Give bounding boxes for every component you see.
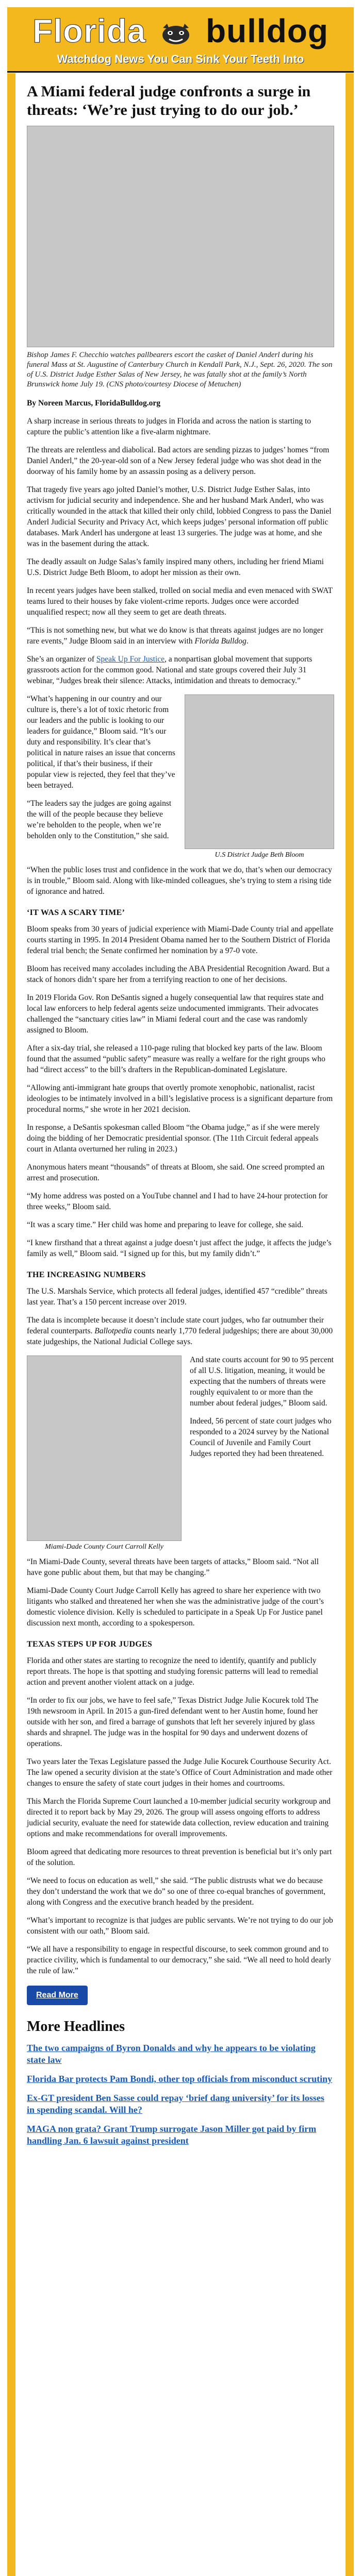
headline-link[interactable]: The two campaigns of Byron Donalds and why he appears to be violating state law xyxy=(27,2043,316,2065)
paragraph: “Allowing anti-immigrant hate groups that overtly promote xenophobic, nationalist, racist ideologies to be intimately involved in a bill’s legislative process is a significant departure from procedural norms,” she wrote in her 2021 decision. xyxy=(27,1083,333,1114)
subheading: TEXAS STEPS UP FOR JUDGES xyxy=(27,1640,153,1649)
article-container xyxy=(7,73,354,2576)
speak-up-link[interactable]: Speak Up For Justice xyxy=(96,655,165,664)
paragraph: “We all have a responsibility to engage in respectful discourse, to seek common ground and to practice civility, which is fundamental to our democracy,” she said. “We all need to hold dearly the rule of law.” xyxy=(27,1945,331,1975)
paragraph: “What’s important to recognize is that judges are public servants. We’re not trying to do our job consistent with our oath,” Bloom said. xyxy=(27,1916,333,1936)
hero-caption: Bishop James F. Checchio watches pallbearers escort the casket of Daniel Anderl during his funeral Mass at St. Augustine of Canterbury Church in Kendall Park, N.J., Sept. 26, 2020. The son of U.S. District Judge Esther Salas of New Jersey, he was fatally shot at the family’s North Brunswick home July 19. (CNS photo/courtesy Diocese of Metuchen) xyxy=(27,351,333,388)
masthead xyxy=(7,7,354,73)
paragraph: “In Miami-Dade County, several threats have been targets of attacks,” Bloom said. “Not all have gone public about them, but that may be changing.” xyxy=(27,1557,319,1577)
paragraph: And state courts account for 90 to 95 percent of all U.S. litigation, meaning, it would be expecting that the numbers of threats were roughly equivalent to or more than the number about federal judges,” Bloom said. xyxy=(190,1355,334,1408)
paragraph: “The leaders say the judges are going against the will of the people because they believe we’re beholden to the people, when we’re beholden only to the Constitution,” she said. xyxy=(27,799,172,840)
headline-link[interactable]: Florida Bar protects Pam Bondi, other top officials from misconduct scrutiny xyxy=(27,2074,333,2084)
paragraph: After a six-day trial, she released a 110-page ruling that blocked key parts of the law. Bloom found that the assumed “public safety” measure was really a welfare for the right groups who had “direct access” to the bill’s drafters in the Republican-dominated Legislature. xyxy=(27,1044,325,1074)
paragraph: “This is not something new, but what we do know is that threats against judges are no longer rare events,” Judge Bloom said in an interview with Florida Bulldog. xyxy=(27,626,323,646)
carroll-photo-figure xyxy=(27,1355,182,1551)
carroll-photo-placeholder xyxy=(27,1355,182,1541)
subheading: THE INCREASING NUMBERS xyxy=(27,1270,146,1279)
paragraph: In 2019 Florida Gov. Ron DeSantis signed a hugely consequential law that requires state and local law enforcers to help federal agents seize undocumented immigrants. Their advocates challenged the “sanctuary cities law” in Miami federal court and the case was randomly assigned to Bloom. xyxy=(27,993,324,1035)
paragraph: The threats are relentless and diabolical. Bad actors are sending pizzas to judges’ homes “from Daniel Anderl,” the 20-year-old son of a New Jersey federal judge who was shot dead in the doorway of his family home by an assassin posing as a delivery person. xyxy=(27,446,330,476)
paragraph: Bloom has received many accolades including the ABA Presidential Recognition Award. But a stack of honors didn’t spare her from a terrifying reaction to one of her decisions. xyxy=(27,964,330,984)
paragraph: “We need to focus on education as well,” she said. “The public distrusts what we do because they don’t understand the work that we do” so one of three co-equal branches of government, along with Congress and the executive branch headed by the president. xyxy=(27,1876,326,1907)
paragraph: The deadly assault on Judge Salas’s family inspired many others, including her friend Miami U.S. District Judge Beth Bloom, to adopt her mission as their own. xyxy=(27,557,324,577)
more-headlines-heading: More Headlines xyxy=(27,2019,125,2035)
headline-link[interactable]: MAGA non grata? Grant Trump surrogate Jason Miller got paid by firm handling Jan. 6 lawsuit against president xyxy=(27,2124,317,2146)
bloom-photo-figure xyxy=(185,694,334,859)
bulldog-icon xyxy=(158,22,194,45)
paragraph: Indeed, 56 percent of state court judges who responded to a 2024 survey by the National Council of Juvenile and Family Court Judges reported they had been threatened. xyxy=(190,1417,332,1458)
paragraph: Bloom agreed that dedicating more resources to threat prevention is beneficial but it’s only part of the solution. xyxy=(27,1848,332,1867)
paragraph: Anonymous haters meant “thousands” of threats at Bloom, she said. One screed prompted an arrest and prosecution. xyxy=(27,1163,325,1182)
paragraph: She’s an organizer of Speak Up For Justice, a nonpartisan global movement that supports grassroots action for the common good. National and state groups covered their July 31 webinar, “Judges break their silence: Attacks, intimidation and threats to democracy.” xyxy=(27,655,313,685)
paragraph: This March the Florida Supreme Court launched a 10-member judicial security workgroup and directed it to report back by May 29, 2026. The group will assess ongoing efforts to address judicial security, evaluate the need for statewide data collection, review education and training options and make recommendations for overall improvements. xyxy=(27,1797,331,1838)
paragraph: Two years later the Texas Legislature passed the Judge Julie Kocurek Courthouse Security Act. The law opened a security division at the state’s Office of Court Administration and made other changes to ensure the safety of state court judges in their homes and courtrooms. xyxy=(27,1757,333,1788)
paragraph: That tragedy five years ago jolted Daniel’s mother, U.S. District Judge Esther Salas, into activism for judicial security and independence. She and her husband Mark Anderl, who was critically wounded in the attack that killed their only child, lobbied Congress to pass the Daniel Anderl Judicial Security and Privacy Act, which keeps judges’ personal information off public databases. Mark Anderl has undergone at least 13 surgeries. The judge was at home, and she was in the basement during the attack. xyxy=(27,485,332,548)
paragraph: The data is incomplete because it doesn’t include state court judges, who far outnumber their federal counterparts. Ballotpedia counts nearly 1,770 federal judgeships; there are about 30,000 state judgeships, the National Judicial College says. xyxy=(27,1316,333,1346)
paragraph: “My home address was posted on a YouTube channel and I had to have 24-hour protection for three weeks,” Bloom said. xyxy=(27,1192,328,1211)
paragraph: Miami-Dade County Court Judge Carroll Kelly has agreed to share her experience with two litigants who stalked and threatened her when she was the administrative judge of the court’s domestic violence division. Kelly is scheduled to participate in a Speak Up For Justice panel discussion next month, according to a spokesperson. xyxy=(27,1586,324,1628)
masthead-title-left: Florida xyxy=(32,12,146,49)
paragraph: In response, a DeSantis spokesman called Bloom “the Obama judge,” as if she were merely doing the bidding of her Democratic presidential sponsor. (The 11th Circuit federal appeals court in Atlanta overturned her ruling in 2023.) xyxy=(27,1123,320,1154)
paragraph: The U.S. Marshals Service, which protects all federal judges, identified 457 “credible” threats last year. That’s a 150 percent increase over 2019. xyxy=(27,1287,327,1307)
bloom-photo-caption: U.S District Judge Beth Bloom xyxy=(215,851,304,859)
paragraph: Bloom speaks from 30 years of judicial experience with Miami-Dade County trial and appellate courts starting in 1995. In 2014 President Obama named her to the Southern District of Florida federal trial bench; the Senate confirmed her nomination by a 97-0 vote. xyxy=(27,925,334,955)
subheading: ‘IT WAS A SCARY TIME’ xyxy=(27,908,125,917)
bloom-photo-placeholder xyxy=(185,694,334,849)
masthead-logo[interactable] xyxy=(7,14,354,47)
paragraph: “It was a scary time.” Her child was home and preparing to leave for college, she said. xyxy=(27,1221,303,1229)
byline: By Noreen Marcus, FloridaBulldog.org xyxy=(27,399,161,408)
paragraph: In recent years judges have been stalked, trolled on social media and even menaced with SWAT teams lured to their houses by fake violent-crime reports. Judges once were accorded unqualified respect; now all they seem to get are death threats. xyxy=(27,586,333,617)
headline-link[interactable]: Ex-GT president Ben Sasse could repay ‘brief dang university’ for its losses in spending scandal. Will he? xyxy=(27,2093,324,2115)
paragraph: A sharp increase in serious threats to judges in Florida and across the nation is starting to capture the public’s attention like a five-alarm nightmare. xyxy=(27,417,311,436)
masthead-tagline: Watchdog News You Can Sink Your Teeth Into xyxy=(57,53,304,65)
paragraph: “When the public loses trust and confidence in the work that we do, that’s when our democracy is in trouble,” Bloom said. Along with like-minded colleagues, she’s trying to stem a rising tide of ignorance and hatred. xyxy=(27,866,332,896)
read-more-button[interactable]: Read More xyxy=(27,1986,88,2005)
paragraph: “What’s happening in our country and our culture is, there’s a lot of toxic rhetoric from our leaders and the public is looking to our leaders for guidance,” Bloom said. “It’s our duty and responsibility. It’s clear that’s political in nature raises an issue that concerns political, if that’s their business, if their popular view is rejected, they feel that they’ve been betrayed. xyxy=(27,694,175,790)
carroll-photo-caption: Miami-Dade County Court Carroll Kelly xyxy=(45,1543,163,1551)
paragraph: Florida and other states are starting to recognize the need to identify, quantify and publicly report threats. The hope is that spotting and studying forensic patterns will lead to remedial action and prevent another violent attack on a judge. xyxy=(27,1656,318,1687)
masthead-title-right: bulldog xyxy=(205,12,329,49)
hero-image-placeholder xyxy=(27,126,334,347)
paragraph: “I knew firsthand that a threat against a judge doesn’t just affect the judge, it affects the judge’s family as well,” Bloom said. “I signed up for this, but my family didn’t.” xyxy=(27,1239,332,1258)
paragraph: “In order to fix our jobs, we have to feel safe,” Texas District Judge Julie Kocurek told The 19th newsroom in April. In 2015 a gun-fired defendant went to her Austin home, found her outside with her son, and fired a barrage of gunshots that left her severely injured by glass shards and shrapnel. The judge was in the hospital for 90 days and underwent dozens of operations. xyxy=(27,1696,319,1748)
article-headline[interactable]: A Miami federal judge confronts a surge in threats: ‘We’re just trying to do our job.’ xyxy=(27,83,311,118)
